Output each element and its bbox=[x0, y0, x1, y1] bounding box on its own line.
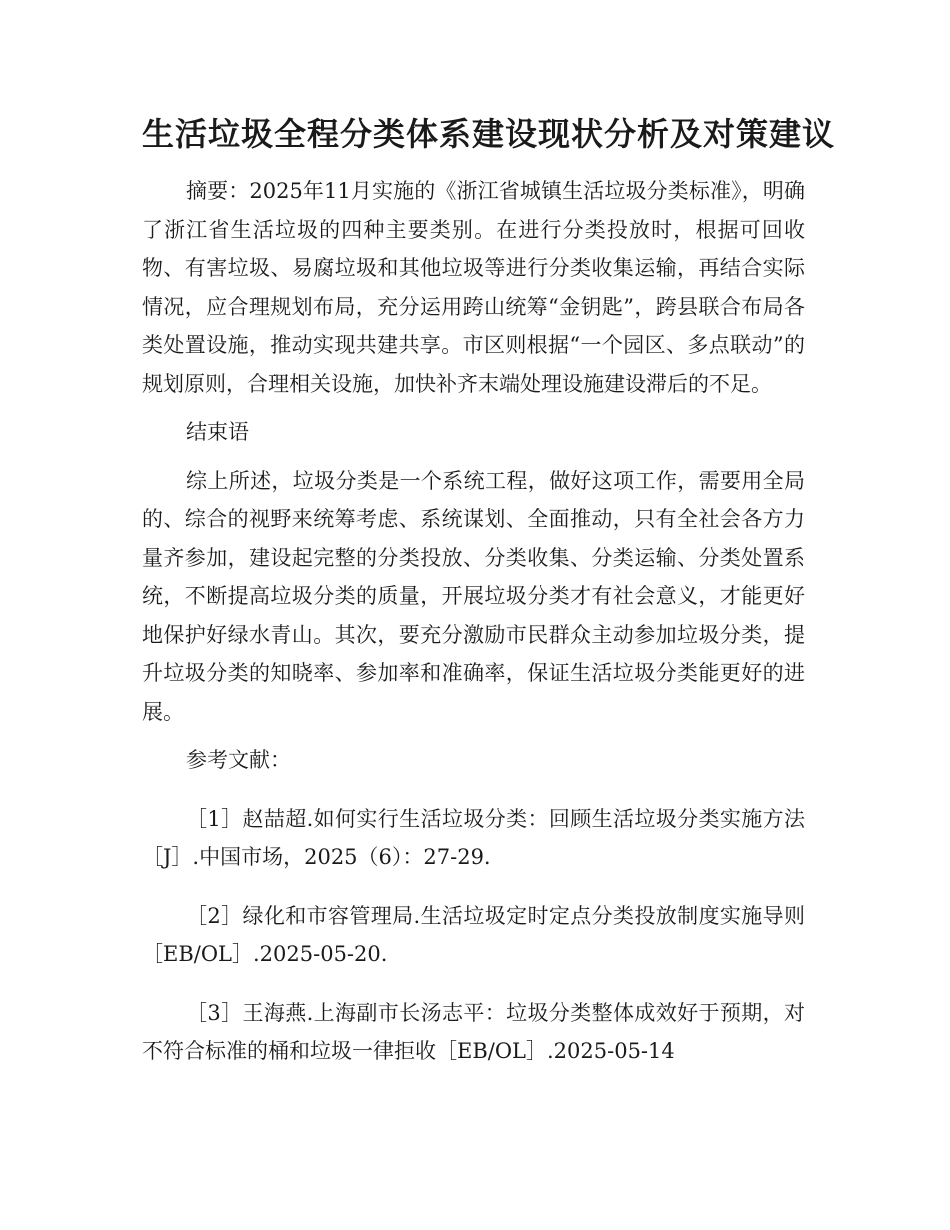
reference-item-2: ［2］绿化和市容管理局.生活垃圾定时定点分类投放制度实施导则［EB/OL］.2025-05-20. bbox=[142, 903, 805, 966]
reference-item-3: ［3］王海燕.上海副市长汤志平：垃圾分类整体成效好于预期，对不符合标准的桶和垃圾一律拒收［EB/OL］.2025-05-14 bbox=[142, 1000, 805, 1063]
conclusion-paragraph: 综上所述，垃圾分类是一个系统工程，做好这项工作，需要用全局的、综合的视野来统筹考虑、系统谋划、全面推动，只有全社会各方力量齐参加，建设起完整的分类投放、分类收集、分类运输、分类处置系统，不断提高垃圾分类的质量，开展垃圾分类才有社会意义，才能更好地保护好绿水青山。其次，要充分激励市民群众主动参加垃圾分类，提升垃圾分类的知晓率、参加率和准确率，保证生活垃圾分类能更好的进展。 bbox=[142, 468, 805, 724]
reference-list bbox=[142, 800, 805, 1071]
document-page bbox=[142, 108, 836, 1071]
document-title: 生活垃圾全程分类体系建设现状分析及对策建议 bbox=[142, 115, 836, 153]
conclusion-heading: 结束语 bbox=[186, 420, 249, 444]
abstract-paragraph: 摘要：2025年11月实施的《浙江省城镇生活垃圾分类标准》，明确了浙江省生活垃圾的四种主要类别。在进行分类投放时，根据可回收物、有害垃圾、易腐垃圾和其他垃圾等进行分类收集运输，再结合实际情况，应合理规划布局，充分运用跨山统筹“金钥匙”，跨县联合布局各类处置设施，推动实现共建共享。市区则根据“一个园区、多点联动”的规划原则，合理相关设施，加快补齐末端处理设施建设滞后的不足。 bbox=[142, 179, 805, 396]
reference-item-1: ［1］赵喆超.如何实行生活垃圾分类：回顾生活垃圾分类实施方法［J］.中国市场，2025（6）：27-29. bbox=[142, 806, 805, 869]
references-heading: 参考文献： bbox=[186, 748, 291, 772]
